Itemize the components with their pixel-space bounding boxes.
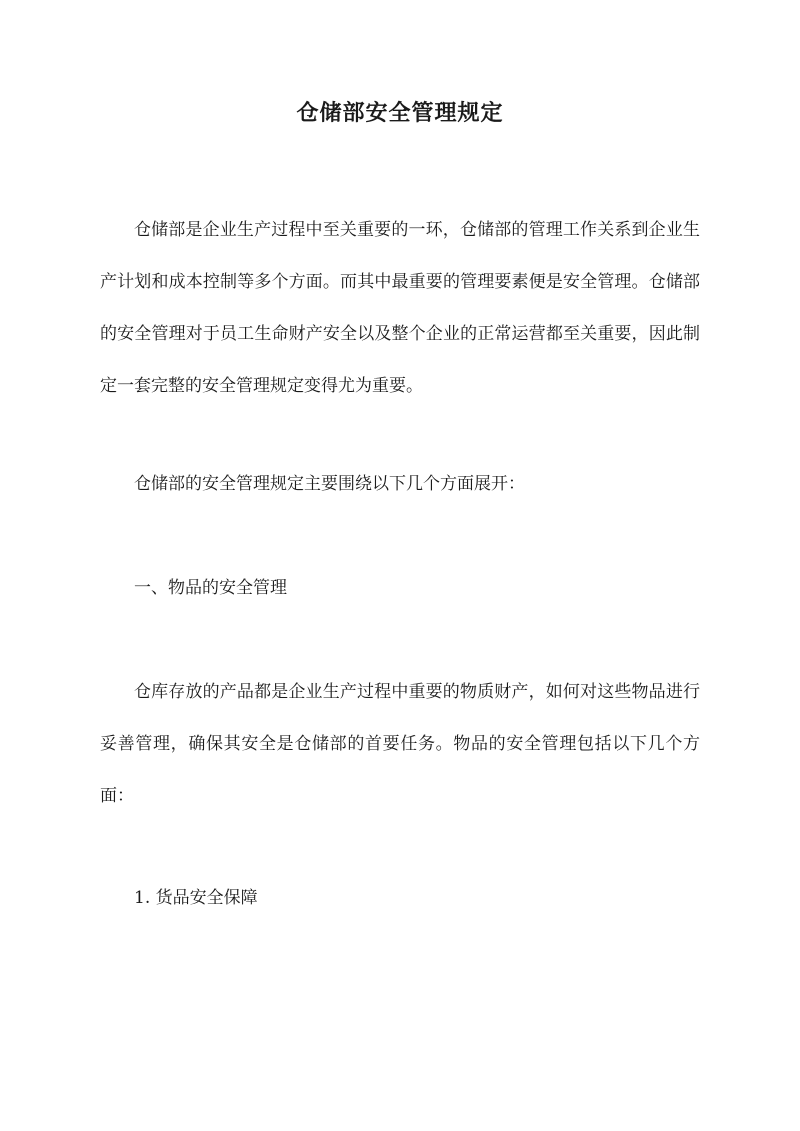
section-paragraph: 仓库存放的产品都是企业生产过程中重要的物质财产，如何对这些物品进行妥善管理，确保其安全是仓储部的首要任务。物品的安全管理包括以下几个方面： bbox=[100, 682, 700, 806]
intro-paragraph: 仓储部是企业生产过程中至关重要的一环，仓储部的管理工作关系到企业生产计划和成本控制等多个方面。而其中最重要的管理要素便是安全管理。仓储部的安全管理对于员工生命财产安全以及整个企业的正常运营都至关重要，因此制定一套完整的安全管理规定变得尤为重要。 bbox=[100, 220, 700, 396]
document-title: 仓储部安全管理规定 bbox=[296, 100, 504, 126]
overview-paragraph: 仓储部的安全管理规定主要围绕以下几个方面展开： bbox=[134, 474, 525, 494]
subsection-heading: 1. 货品安全保障 bbox=[134, 888, 258, 908]
section-heading: 一、物品的安全管理 bbox=[134, 578, 287, 598]
